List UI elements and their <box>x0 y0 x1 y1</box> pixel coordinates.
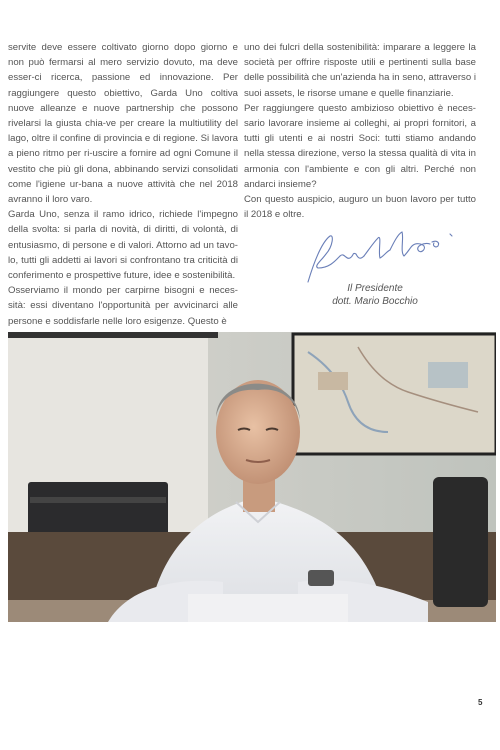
signer-name: dott. Mario Bocchio <box>332 296 418 307</box>
paragraph: Con questo auspicio, auguro un buon lavoro per tutto il 2018 e oltre. <box>244 194 476 221</box>
paragraph: Garda Uno, senza il ramo idrico, richiede l'impegno della svolta: si parla di novità, di diritti, di volontà, di entusiasmo, di persone e di valori. Attorno ad un tavo-lo, tutti gli addetti ai lavori si confrontano tra criticità di conferimento e prospettive future, idee e sostenibilità. <box>8 209 238 282</box>
signature-block <box>300 212 450 312</box>
paragraph: Per raggiungere questo ambizioso obiettivo è neces-sario lavorare insieme ai colleghi, ai propri fornitori, a tutti gli utenti e ai nostri Soci: tutti stiamo andando nella stessa direzione, verso la stessa qualità di vita in armonia con l'ambiente e con gli altri. Perché non andarci insieme? <box>244 102 476 190</box>
portrait-photo <box>8 332 496 622</box>
paragraph: Osserviamo il mondo per carpirne bisogni e neces-sità: essi diventano l'opportunità per avvicinarci alle persone e soddisfarle nelle loro esigenze. Questo è <box>8 285 238 327</box>
paragraph: uno dei fulcri della sostenibilità: imparare a leggere la società per offrire risposte utili e pertinenti sulla base delle possibilità che un'azienda ha in seno, attraverso i suoi assets, le risorse umane e quelle finanziarie. <box>244 42 476 99</box>
page-number: 5 <box>478 698 483 707</box>
right-text-column <box>244 40 476 222</box>
portrait-illustration <box>8 332 496 622</box>
left-text-column <box>8 40 238 329</box>
signer-role: Il Presidente <box>347 283 403 294</box>
handwritten-signature <box>300 212 470 287</box>
paragraph: servite deve essere coltivato giorno dopo giorno e non può fermarsi al mero servizio dovuto, ma deve esser-ci ricerca, passione ed innovazione. Per raggiungere questo obiettivo, Garda Uno coltiva nuove alleanze e nuove partnership che possono rivelarsi la giusta chia-ve per creare la multiutility del lago, oltre il confine di provincia e di regione. Si lavora a pieno ritmo per ri-uscire a fornire ad ogni Comune il vestito che più gli dona, abbinando servizi consolidati come l'igiene ur-bana a nuove attività che nel 2018 avranno il loro varo. <box>8 42 238 206</box>
